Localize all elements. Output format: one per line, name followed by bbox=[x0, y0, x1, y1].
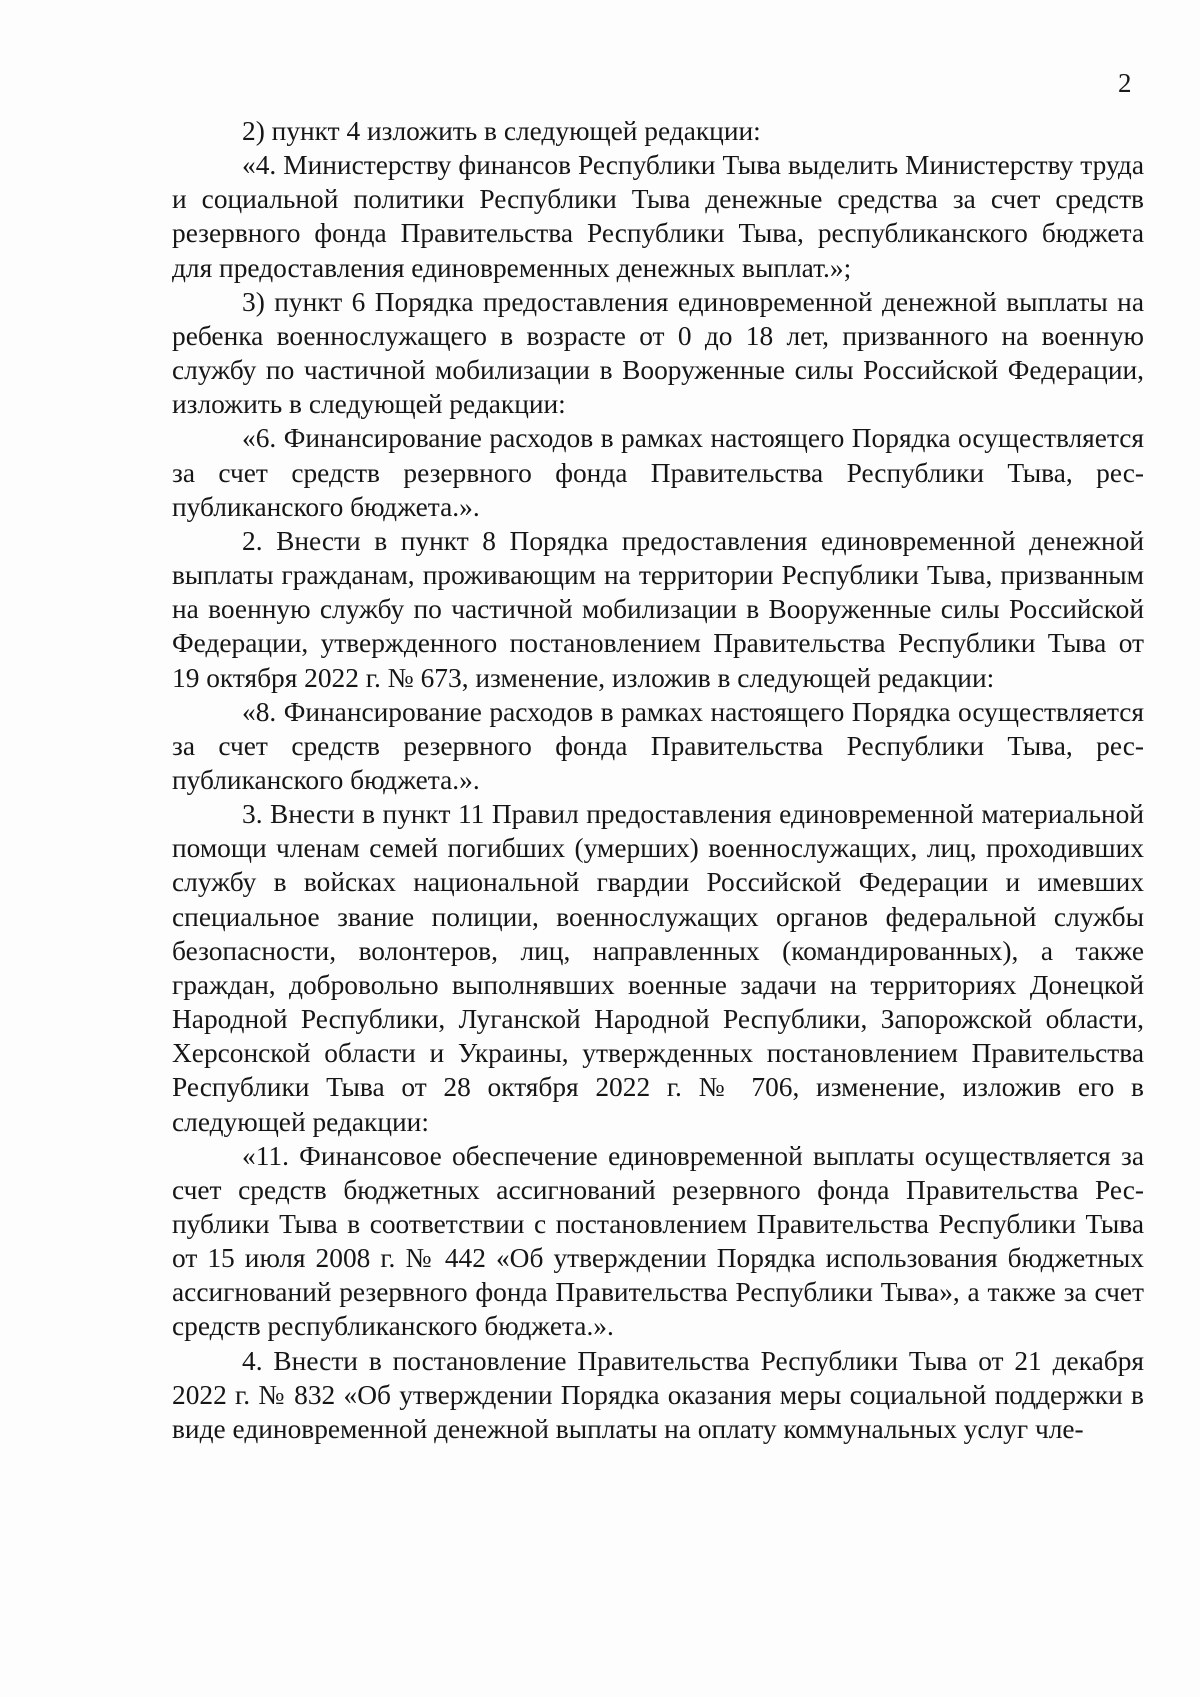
paragraph-section-3: 3. Внести в пункт 11 Правил предоставления единовременной материальной помощи членам семей погибших (умерших) военнослужащих, лиц, проходивших службу в войсках национальной гвардии Российской Федерации и имевших специальное звание полиции, военнослужащих органов федеральной службы безопасности, волонтеров, лиц, направленных (командированных), а также граждан, добровольно выполнявших военные задачи на территориях Донецкой Народной Республики, Луганской Народной Республики, Запорожской области, Херсонской области и Украины, утвержденных постановлением Правительства Республики Тыва от 28 октября 2022 г. № 706, изменение, изложив его в следующей редакции: bbox=[172, 799, 1144, 1137]
paragraph-quote-11: «11. Финансовое обеспечение единовременной выплаты осуществляется за счет средств бюджетных ассигнований резервного фонда Правительства Республики Тыва в соответствии с постановлением Правительства Республики Тыва от 15 июля 2008 г. № 442 «Об утверждении Порядка использования бюджетных ассигнований резервного фонда Правительства Республики Тыва», а также за счет средств республиканского бюджета.». bbox=[172, 1140, 1144, 1342]
paragraph-quote-4: «4. Министерству финансов Республики Тыва выделить Министерству труда и социальной политики Республики Тыва денежные средства за счет средств резервного фонда Правительства Республики Тыва, республиканского бюджета для предоставления единовременных денежных выплат.»; bbox=[172, 150, 1144, 283]
paragraph-quote-8: «8. Финансирование расходов в рамках настоящего Порядка осуществляется за счет средств резервного фонда Правительства Республики Тыва, республиканского бюджета.». bbox=[172, 696, 1144, 795]
paragraph-item-3: 3) пункт 6 Порядка предоставления единовременной денежной выплаты на ребенка военнослужащего в возрасте от 0 до 18 лет, призванного на военную службу по частичной мобилизации в Вооруженные силы Российской Федерации, изложить в следующей редакции: bbox=[172, 286, 1144, 420]
document-body bbox=[172, 114, 1144, 1446]
paragraph-section-2: 2. Внести в пункт 8 Порядка предоставления единовременной денежной выплаты гражданам, проживающим на территории Республики Тыва, призванным на военную службу по частичной мобилизации в Вооруженные силы Российской Федерации, утвержденного постановлением Правительства Республики Тыва от 19 октября 2022 г. № 673, изменение, изложив в следующей редакции: bbox=[172, 525, 1144, 693]
page-number: 2 bbox=[1118, 68, 1132, 98]
paragraph-section-4: 4. Внести в постановление Правительства Республики Тыва от 21 декабря 2022 г. № 832 «Об утверждении Порядка оказания меры социальной поддержки в виде единовременной денежной выплаты на оплату коммунальных услуг чле- bbox=[172, 1345, 1144, 1444]
paragraph-item-2: 2) пункт 4 изложить в следующей редакции: bbox=[242, 116, 761, 146]
paragraph-quote-6: «6. Финансирование расходов в рамках настоящего Порядка осуществляется за счет средств резервного фонда Правительства Республики Тыва, республиканского бюджета.». bbox=[172, 423, 1144, 522]
